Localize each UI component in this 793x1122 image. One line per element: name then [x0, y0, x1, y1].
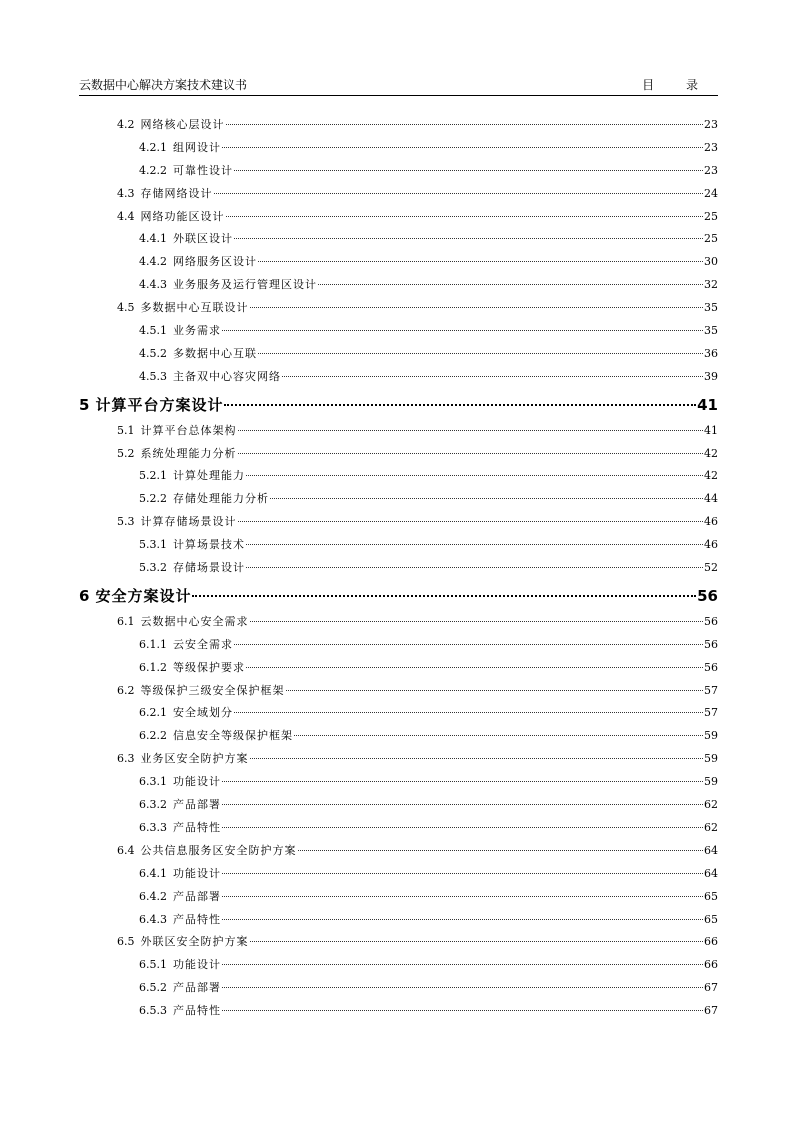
toc-entry[interactable] [79, 297, 718, 320]
dot-leader [234, 712, 703, 713]
toc-entry-title: 业务服务及运行管理区设计 [173, 278, 317, 292]
dot-leader [222, 147, 703, 148]
toc-entry-page: 66 [704, 958, 718, 972]
toc-entry-page: 56 [704, 660, 718, 674]
toc-entry-title: 安全方案设计 [95, 586, 192, 605]
toc-entry[interactable] [79, 114, 718, 137]
toc-entry[interactable] [79, 725, 718, 748]
table-of-contents [79, 114, 718, 1023]
toc-entry-number: 6.3.3 [139, 820, 167, 834]
toc-entry-number: 5.3.2 [139, 561, 167, 575]
toc-entry-title: 外联区设计 [173, 232, 233, 246]
toc-entry-page: 66 [704, 935, 718, 949]
dot-leader [222, 964, 703, 965]
toc-entry-page: 23 [704, 163, 718, 177]
toc-entry-number: 6.2.2 [139, 729, 167, 743]
toc-entry[interactable] [79, 611, 718, 634]
dot-leader [222, 1010, 703, 1011]
toc-entry-page: 56 [704, 614, 718, 628]
dot-leader [238, 453, 704, 454]
toc-entry-title: 产品部署 [173, 981, 221, 995]
toc-entry-number: 4.3 [117, 186, 135, 200]
toc-entry[interactable] [79, 511, 718, 534]
toc-entry-title: 计算平台总体架构 [140, 423, 237, 437]
toc-entry-title: 功能设计 [173, 775, 221, 789]
toc-entry-title: 云数据中心安全需求 [140, 614, 249, 628]
toc-entry-title: 存储场景设计 [173, 561, 245, 575]
toc-entry[interactable] [79, 886, 718, 909]
toc-entry-page: 30 [704, 255, 718, 269]
toc-entry[interactable] [79, 366, 718, 389]
toc-entry[interactable] [79, 443, 718, 466]
toc-entry-number: 6.3.1 [139, 775, 167, 789]
toc-entry[interactable] [79, 228, 718, 251]
toc-entry-title: 计算场景技术 [173, 538, 245, 552]
dot-leader [238, 521, 704, 522]
toc-entry[interactable] [79, 392, 718, 418]
toc-entry-number: 4.4.2 [139, 255, 167, 269]
dot-leader [224, 404, 696, 406]
toc-entry-number: 5.2 [117, 446, 135, 460]
toc-entry-page: 59 [704, 775, 718, 789]
toc-entry-number: 5.2.1 [139, 469, 167, 483]
dot-leader [222, 827, 703, 828]
toc-entry-number: 6.3.2 [139, 798, 167, 812]
toc-entry-number: 6.4.2 [139, 889, 167, 903]
toc-entry-page: 23 [704, 118, 718, 131]
toc-entry[interactable] [79, 488, 718, 511]
toc-entry-number: 5.3 [117, 515, 135, 529]
toc-entry-number: 6.4 [117, 843, 135, 857]
toc-entry-number: 6.4.3 [139, 912, 167, 926]
toc-entry-number: 6.2.1 [139, 706, 167, 720]
toc-entry[interactable] [79, 557, 718, 580]
toc-entry[interactable] [79, 274, 718, 297]
toc-entry-title: 产品部署 [173, 798, 221, 812]
toc-entry[interactable] [79, 583, 718, 609]
dot-leader [222, 804, 703, 805]
toc-entry-number: 4.2 [117, 118, 135, 131]
toc-entry-title: 计算平台方案设计 [95, 395, 224, 414]
toc-entry-title: 计算处理能力 [173, 469, 245, 483]
toc-entry-page: 24 [704, 186, 718, 200]
dot-leader [214, 193, 704, 194]
dot-leader [222, 781, 703, 782]
toc-entry-page: 56 [704, 637, 718, 651]
toc-entry-title: 云安全需求 [173, 637, 233, 651]
toc-entry[interactable] [79, 420, 718, 443]
dot-leader [250, 941, 704, 942]
toc-entry[interactable] [79, 534, 718, 557]
dot-leader [226, 216, 704, 217]
toc-entry-page: 41 [704, 423, 718, 437]
toc-entry-page: 67 [704, 1004, 718, 1018]
toc-entry[interactable] [79, 206, 718, 229]
toc-entry-page: 59 [704, 729, 718, 743]
toc-entry[interactable] [79, 1000, 718, 1023]
toc-entry-number: 6.1.2 [139, 660, 167, 674]
toc-entry[interactable] [79, 977, 718, 1000]
toc-entry-title: 存储网络设计 [140, 186, 213, 200]
toc-entry-title: 网络核心层设计 [140, 118, 225, 131]
toc-entry[interactable] [79, 680, 718, 703]
toc-entry-number: 6.1.1 [139, 637, 167, 651]
toc-entry-page: 46 [704, 515, 718, 529]
toc-entry-page: 64 [704, 843, 718, 857]
toc-entry-page: 25 [704, 232, 718, 246]
toc-entry-number: 4.5.3 [139, 369, 167, 383]
toc-entry-page: 65 [704, 912, 718, 926]
toc-entry-page: 57 [704, 683, 718, 697]
dot-leader [250, 621, 704, 622]
dot-leader [238, 430, 704, 431]
toc-entry[interactable] [79, 465, 718, 488]
toc-entry[interactable] [79, 794, 718, 817]
toc-entry-title: 等级保护要求 [173, 660, 245, 674]
toc-entry-title: 业务区安全防护方案 [140, 752, 249, 766]
toc-entry[interactable] [79, 863, 718, 886]
toc-entry[interactable] [79, 251, 718, 274]
toc-entry-page: 64 [704, 866, 718, 880]
dot-leader [226, 124, 704, 125]
toc-entry-number: 5 [79, 395, 90, 414]
toc-entry[interactable] [79, 160, 718, 183]
toc-entry-title: 网络功能区设计 [140, 209, 225, 223]
toc-entry-title: 网络服务区设计 [173, 255, 257, 269]
toc-entry-page: 32 [704, 278, 718, 292]
toc-entry-number: 6.3 [117, 752, 135, 766]
toc-entry-title: 外联区安全防护方案 [140, 935, 249, 949]
toc-entry[interactable] [79, 634, 718, 657]
toc-entry[interactable] [79, 909, 718, 932]
dot-leader [298, 850, 704, 851]
dot-leader [246, 667, 703, 668]
toc-entry[interactable] [79, 702, 718, 725]
toc-entry-page: 67 [704, 981, 718, 995]
toc-entry-title: 可靠性设计 [173, 163, 233, 177]
toc-entry[interactable] [79, 931, 718, 954]
toc-entry-number: 6.5.1 [139, 958, 167, 972]
toc-entry-number: 6.4.1 [139, 866, 167, 880]
toc-entry-number: 6 [79, 586, 90, 605]
dot-leader [234, 238, 703, 239]
toc-entry[interactable] [79, 817, 718, 840]
dot-leader [222, 330, 703, 331]
toc-entry-page: 25 [704, 209, 718, 223]
toc-entry-page: 35 [704, 301, 718, 315]
toc-entry-title: 安全域划分 [173, 706, 233, 720]
dot-leader [222, 919, 703, 920]
toc-entry-page: 42 [704, 446, 718, 460]
dot-leader [246, 544, 703, 545]
dot-leader [318, 284, 703, 285]
toc-entry-title: 系统处理能力分析 [140, 446, 237, 460]
toc-entry[interactable] [79, 183, 718, 206]
toc-entry-number: 6.5 [117, 935, 135, 949]
toc-entry-title: 多数据中心互联设计 [140, 301, 249, 315]
toc-entry-title: 信息安全等级保护框架 [173, 729, 293, 743]
toc-entry[interactable] [79, 771, 718, 794]
toc-entry-page: 65 [704, 889, 718, 903]
dot-leader [222, 873, 703, 874]
toc-entry-title: 功能设计 [173, 958, 221, 972]
toc-entry-number: 6.5.3 [139, 1004, 167, 1018]
toc-entry-number: 6.5.2 [139, 981, 167, 995]
dot-leader [258, 353, 703, 354]
dot-leader [246, 475, 703, 476]
toc-entry-page: 41 [697, 395, 718, 414]
toc-entry-title: 多数据中心互联 [173, 346, 257, 360]
toc-entry-page: 46 [704, 538, 718, 552]
toc-entry-title: 产品特性 [173, 820, 221, 834]
dot-leader [234, 644, 703, 645]
dot-leader [246, 567, 703, 568]
dot-leader [286, 690, 704, 691]
toc-entry[interactable] [79, 748, 718, 771]
dot-leader [192, 595, 696, 597]
dot-leader [250, 758, 704, 759]
toc-entry-number: 5.1 [117, 423, 135, 437]
dot-leader [294, 735, 703, 736]
toc-entry-page: 23 [704, 140, 718, 154]
toc-entry-page: 56 [697, 586, 718, 605]
toc-entry-title: 存储处理能力分析 [173, 492, 269, 506]
toc-entry-number: 6.2 [117, 683, 135, 697]
toc-entry-page: 35 [704, 324, 718, 338]
toc-entry-title: 功能设计 [173, 866, 221, 880]
document-title: 云数据中心解决方案技术建议书 [79, 78, 248, 92]
toc-entry-title: 产品特性 [173, 912, 221, 926]
toc-entry-number: 4.5 [117, 301, 135, 315]
toc-entry-title: 计算存储场景设计 [140, 515, 237, 529]
toc-entry-number: 4.2.1 [139, 140, 167, 154]
dot-leader [234, 170, 703, 171]
page-header [79, 78, 718, 96]
toc-entry-page: 44 [704, 492, 718, 506]
toc-entry-page: 59 [704, 752, 718, 766]
toc-entry-page: 62 [704, 820, 718, 834]
toc-entry-number: 6.1 [117, 614, 135, 628]
toc-entry-number: 5.3.1 [139, 538, 167, 552]
toc-entry-page: 62 [704, 798, 718, 812]
toc-entry-title: 产品部署 [173, 889, 221, 903]
toc-entry-title: 等级保护三级安全保护框架 [140, 683, 285, 697]
toc-entry-title: 公共信息服务区安全防护方案 [140, 843, 297, 857]
toc-entry-page: 57 [704, 706, 718, 720]
toc-entry-title: 业务需求 [173, 324, 221, 338]
toc-entry[interactable] [79, 954, 718, 977]
toc-entry-title: 组网设计 [173, 140, 221, 154]
toc-entry-number: 4.4.3 [139, 278, 167, 292]
toc-entry-title: 主备双中心容灾网络 [173, 369, 281, 383]
toc-entry-number: 5.2.2 [139, 492, 167, 506]
toc-entry-number: 4.5.2 [139, 346, 167, 360]
toc-entry[interactable] [79, 320, 718, 343]
toc-entry-page: 52 [704, 561, 718, 575]
toc-entry[interactable] [79, 343, 718, 366]
section-label: 目 录 [642, 78, 712, 92]
toc-entry[interactable] [79, 657, 718, 680]
dot-leader [222, 896, 703, 897]
toc-entry-number: 4.2.2 [139, 163, 167, 177]
dot-leader [270, 498, 703, 499]
dot-leader [250, 307, 704, 308]
dot-leader [222, 987, 703, 988]
dot-leader [282, 376, 703, 377]
toc-entry[interactable] [79, 840, 718, 863]
toc-entry-number: 4.5.1 [139, 324, 167, 338]
toc-entry-number: 4.4 [117, 209, 135, 223]
toc-entry-page: 39 [704, 369, 718, 383]
toc-entry-title: 产品特性 [173, 1004, 221, 1018]
toc-entry-page: 36 [704, 346, 718, 360]
toc-entry-number: 4.4.1 [139, 232, 167, 246]
toc-entry[interactable] [79, 137, 718, 160]
dot-leader [258, 261, 703, 262]
toc-entry-page: 42 [704, 469, 718, 483]
